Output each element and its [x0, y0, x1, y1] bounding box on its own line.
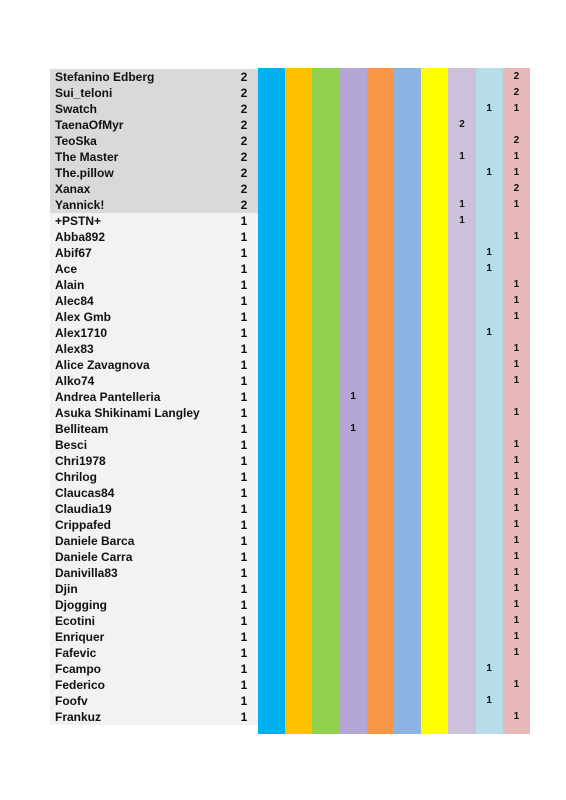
table-row — [50, 213, 530, 229]
player-total: 1 — [240, 582, 248, 596]
column-10-value: 1 — [513, 519, 520, 530]
player-name: TaenaOfMyr — [50, 117, 258, 133]
player-total: 1 — [240, 502, 248, 516]
column-4-value: 1 — [350, 423, 356, 434]
column-10-value: 1 — [513, 231, 520, 242]
table-row — [50, 613, 530, 629]
table-row — [50, 293, 530, 309]
player-total: 1 — [240, 486, 248, 500]
table-row — [50, 709, 530, 725]
player-name: +PSTN+ — [50, 213, 258, 229]
table-row — [50, 373, 530, 389]
player-total: 1 — [240, 342, 248, 356]
player-name: Crippafed — [50, 517, 258, 533]
player-total: 1 — [240, 374, 248, 388]
column-10-value: 1 — [513, 151, 520, 162]
column-10-value: 1 — [513, 535, 520, 546]
column-10-value: 1 — [513, 631, 520, 642]
player-total: 1 — [240, 694, 248, 708]
player-name: Alex83 — [50, 341, 258, 357]
table-row — [50, 85, 530, 101]
player-name: Besci — [50, 437, 258, 453]
player-total: 2 — [240, 86, 248, 100]
column-10-value: 1 — [513, 295, 520, 306]
player-total: 1 — [240, 278, 248, 292]
standings-table — [50, 68, 530, 734]
player-name: Xanax — [50, 181, 258, 197]
player-total: 1 — [240, 550, 248, 564]
player-total: 1 — [240, 246, 248, 260]
player-total: 1 — [240, 454, 248, 468]
column-10-value: 1 — [513, 647, 520, 658]
player-total: 2 — [240, 70, 248, 84]
player-total: 1 — [240, 294, 248, 308]
player-name: The.pillow — [50, 165, 258, 181]
column-10-value: 1 — [513, 487, 520, 498]
column-10-value: 2 — [513, 71, 520, 82]
player-total: 2 — [240, 198, 248, 212]
column-10-value: 1 — [513, 199, 520, 210]
column-9-value: 1 — [486, 695, 492, 706]
column-10-value: 1 — [513, 583, 520, 594]
column-8-value: 2 — [459, 119, 465, 130]
player-name: Claudia19 — [50, 501, 258, 517]
table-row — [50, 645, 530, 661]
column-10-value: 1 — [513, 615, 520, 626]
player-name: Daniele Carra — [50, 549, 258, 565]
player-name: Alex1710 — [50, 325, 258, 341]
player-total: 1 — [240, 646, 248, 660]
player-total: 1 — [240, 422, 248, 436]
column-10-value: 1 — [513, 471, 520, 482]
column-8-value: 1 — [459, 215, 465, 226]
table-row — [50, 325, 530, 341]
player-name: Andrea Pantelleria — [50, 389, 258, 405]
table-row — [50, 629, 530, 645]
player-name: The Master — [50, 149, 258, 165]
player-total: 1 — [240, 678, 248, 692]
player-total: 2 — [240, 102, 248, 116]
column-10-value: 1 — [513, 503, 520, 514]
player-total: 2 — [240, 182, 248, 196]
table-row — [50, 133, 530, 149]
table-row — [50, 261, 530, 277]
player-total: 1 — [240, 598, 248, 612]
player-name: Sui_teloni — [50, 85, 258, 101]
player-total: 1 — [240, 614, 248, 628]
player-name: Swatch — [50, 101, 258, 117]
column-9-value: 1 — [486, 247, 492, 258]
column-9-value: 1 — [486, 103, 492, 114]
table-row — [50, 357, 530, 373]
player-name: Stefanino Edberg — [50, 69, 258, 85]
column-10-value: 1 — [513, 279, 520, 290]
table-row — [50, 165, 530, 181]
player-total: 1 — [240, 310, 248, 324]
column-10-value: 1 — [513, 167, 520, 178]
table-row — [50, 501, 530, 517]
table-row — [50, 149, 530, 165]
column-10-value: 1 — [513, 679, 520, 690]
player-total: 1 — [240, 534, 248, 548]
table-row — [50, 405, 530, 421]
table-row — [50, 485, 530, 501]
table-row — [50, 389, 530, 405]
column-10-value: 1 — [513, 103, 520, 114]
player-total: 1 — [240, 662, 248, 676]
player-name: Enriquer — [50, 629, 258, 645]
column-8-value: 1 — [459, 199, 465, 210]
table-row — [50, 549, 530, 565]
player-name: Ecotini — [50, 613, 258, 629]
table-row — [50, 533, 530, 549]
table-row — [50, 597, 530, 613]
player-total: 1 — [240, 214, 248, 228]
table-row — [50, 101, 530, 117]
column-10-value: 2 — [513, 87, 520, 98]
table-row — [50, 309, 530, 325]
column-10-value: 1 — [513, 407, 520, 418]
player-name: Yannick! — [50, 197, 258, 213]
player-total: 1 — [240, 518, 248, 532]
player-total: 1 — [240, 358, 248, 372]
player-name: Djin — [50, 581, 258, 597]
column-10-value: 2 — [513, 183, 520, 194]
player-name: TeoSka — [50, 133, 258, 149]
table-row — [50, 469, 530, 485]
table-row — [50, 453, 530, 469]
player-total: 1 — [240, 230, 248, 244]
player-name: Federico — [50, 677, 258, 693]
player-total: 1 — [240, 470, 248, 484]
player-total: 2 — [240, 134, 248, 148]
table-row — [50, 693, 530, 709]
player-total: 2 — [240, 150, 248, 164]
column-10-value: 1 — [513, 551, 520, 562]
table-row — [50, 661, 530, 677]
table-row — [50, 117, 530, 133]
player-name: Chrilog — [50, 469, 258, 485]
player-name: Belliteam — [50, 421, 258, 437]
table-row — [50, 437, 530, 453]
table-row — [50, 677, 530, 693]
player-name: Alain — [50, 277, 258, 293]
column-8-value: 1 — [459, 151, 465, 162]
column-10-value: 1 — [513, 311, 520, 322]
column-10-value: 1 — [513, 359, 520, 370]
column-10-value: 1 — [513, 567, 520, 578]
column-9-value: 1 — [486, 327, 492, 338]
table-row — [50, 341, 530, 357]
player-name: Frankuz — [50, 709, 258, 725]
column-10-value: 1 — [513, 455, 520, 466]
player-name: Alice Zavagnova — [50, 357, 258, 373]
player-name: Danivilla83 — [50, 565, 258, 581]
column-10-value: 1 — [513, 439, 520, 450]
table-row — [50, 197, 530, 213]
table-row — [50, 421, 530, 437]
column-10-value: 1 — [513, 343, 520, 354]
player-name: Fcampo — [50, 661, 258, 677]
player-name: Fafevic — [50, 645, 258, 661]
player-name: Claucas84 — [50, 485, 258, 501]
column-9-value: 1 — [486, 167, 492, 178]
player-name: Foofv — [50, 693, 258, 709]
table-row — [50, 517, 530, 533]
column-4-value: 1 — [350, 391, 356, 402]
column-9-value: 1 — [486, 263, 492, 274]
player-name: Abif67 — [50, 245, 258, 261]
player-name: Djogging — [50, 597, 258, 613]
player-total: 1 — [240, 630, 248, 644]
player-name: Asuka Shikinami Langley — [50, 405, 258, 421]
player-total: 1 — [240, 406, 248, 420]
table-row — [50, 581, 530, 597]
table-row — [50, 565, 530, 581]
player-total: 2 — [240, 166, 248, 180]
player-name: Chri1978 — [50, 453, 258, 469]
column-10-value: 1 — [513, 375, 520, 386]
table-row — [50, 69, 530, 85]
column-10-value: 2 — [513, 135, 520, 146]
table-row — [50, 229, 530, 245]
player-name: Ace — [50, 261, 258, 277]
table-row — [50, 277, 530, 293]
table-row — [50, 181, 530, 197]
player-name: Alex Gmb — [50, 309, 258, 325]
player-name: Daniele Barca — [50, 533, 258, 549]
player-total: 2 — [240, 118, 248, 132]
player-total: 1 — [240, 566, 248, 580]
player-total: 1 — [240, 326, 248, 340]
player-total: 1 — [240, 390, 248, 404]
column-10-value: 1 — [513, 599, 520, 610]
player-total: 1 — [240, 438, 248, 452]
player-name: Alko74 — [50, 373, 258, 389]
player-total: 1 — [240, 262, 248, 276]
column-9-value: 1 — [486, 663, 492, 674]
player-name: Alec84 — [50, 293, 258, 309]
player-name: Abba892 — [50, 229, 258, 245]
column-10-value: 1 — [513, 711, 520, 722]
table-row — [50, 245, 530, 261]
player-total: 1 — [240, 710, 248, 724]
